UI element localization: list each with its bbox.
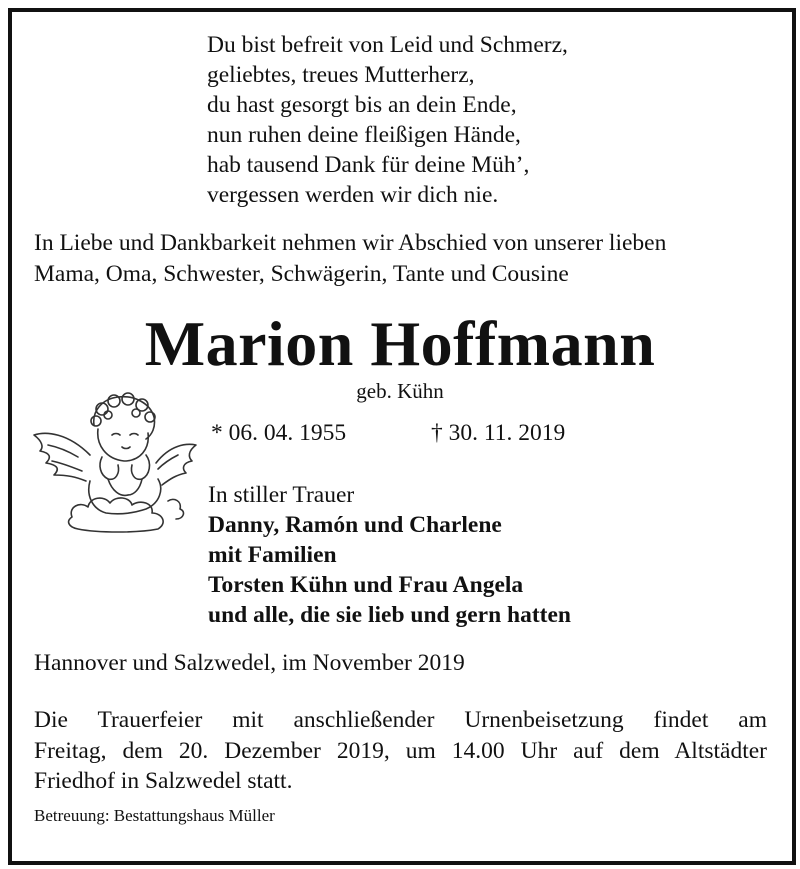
service-line: Die Trauerfeier mit anschließender Urnenbeisetzung findet am (34, 707, 767, 733)
service-line: Friedhof in Salzwedel statt. (34, 768, 293, 794)
mourner-line: Danny, Ramón und Charlene (208, 512, 502, 538)
mourners-intro: In stiller Trauer (208, 482, 355, 508)
poem-line: geliebtes, treues Mutterherz, (207, 62, 475, 88)
poem-line: hab tausend Dank für deine Müh’, (207, 152, 530, 178)
mourner-line: und alle, die sie lieb und gern hatten (208, 602, 571, 628)
mourners-block (208, 480, 571, 630)
mourner-line: mit Familien (208, 542, 337, 568)
poem-line: nun ruhen deine fleißigen Hände, (207, 122, 521, 148)
poem-line: du hast gesorgt bis an dein Ende, (207, 92, 517, 118)
intro-line: Mama, Oma, Schwester, Schwägerin, Tante und Cousine (34, 261, 569, 287)
cherub-angel-icon (28, 385, 200, 533)
service-line: Freitag, dem 20. Dezember 2019, um 14.00 Uhr auf dem Altstädter (34, 737, 767, 764)
farewell-intro (34, 228, 774, 290)
poem (207, 30, 568, 210)
poem-line: Du bist befreit von Leid und Schmerz, (207, 32, 568, 58)
funeral-service-notice (34, 705, 767, 797)
deceased-name: Marion Hoffmann (144, 308, 656, 379)
poem-line: vergessen werden wir dich nie. (207, 182, 499, 208)
mourner-line: Torsten Kühn und Frau Angela (208, 572, 524, 598)
intro-line: In Liebe und Dankbarkeit nehmen wir Abschied von unserer lieben (34, 230, 667, 256)
birth-date: * 06. 04. 1955 (211, 420, 347, 446)
place-date: Hannover und Salzwedel, im November 2019 (34, 650, 465, 676)
death-date: † 30. 11. 2019 (431, 420, 566, 446)
funeral-home-credit: Betreuung: Bestattungshaus Müller (34, 806, 275, 825)
birth-name: geb. Kühn (356, 379, 444, 403)
